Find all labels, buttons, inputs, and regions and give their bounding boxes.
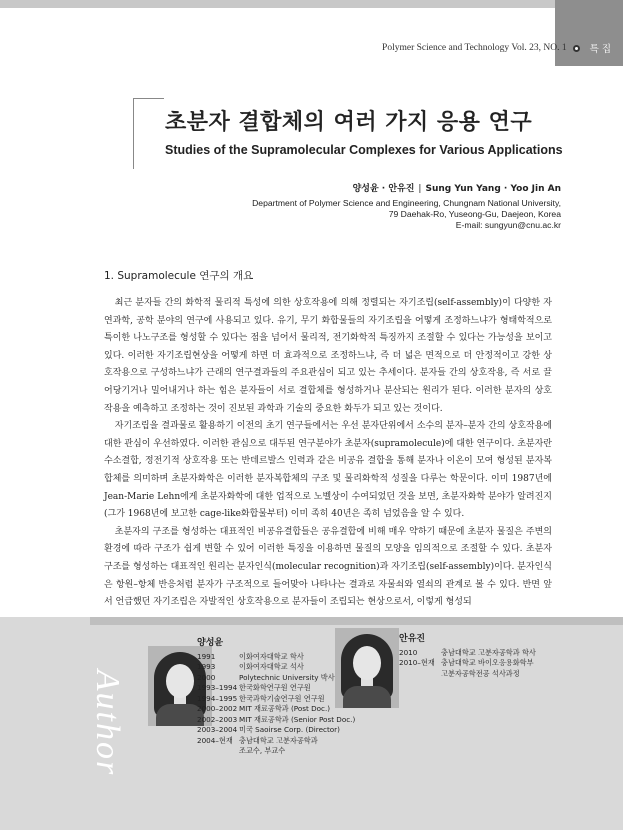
- career-text: 이화여자대학교 석사: [239, 662, 304, 671]
- body-paragraph: 자기조립을 결과물로 활용하기 이전의 초기 연구들에서는 우선 분자단위에서 소수의 분자–분자 간의 상호작용에 대한 관심이 우선하였다. 이러한 관심으로 대두된 연구분야가 초분자(supramolecule)에 대한 연구이다. 초분자란 수소결합, 정전기적 상호작용 또는 반데르발스 인력과 같은 비공유 결합을 통해 분자나 이온이 모여 형성된 분자복합체를 의미하며 초분자화학은 이러한 분자복합체의 구조 및 물리화학적 성질을 다루는 학문이다. 이미 1987년에 Jean-Marie Lehn에게 초분자화학에 대한 업적으로 노벨상이 수여되었던 것을 보면, 초분자화학 분야가 알려진지(그가 1968년에 보고한 cage-like화합물부터) 이미 족히 40년은 족히 넘었음을 알 수 있다.: [104, 421, 552, 520]
- affiliation-line: 79 Daehak-Ro, Yuseong-Gu, Daejeon, Korea: [388, 209, 561, 219]
- career-year: 1991: [197, 651, 216, 661]
- running-header: [382, 40, 615, 56]
- affiliation: [252, 198, 561, 231]
- authors-korean: 양성윤 · 안유진: [352, 184, 415, 194]
- career-row: [197, 662, 355, 673]
- career-year: 2010–현재: [399, 658, 435, 667]
- body-paragraph: 최근 분자들 간의 화학적 물리적 특성에 의한 상호작용에 의해 정렬되는 자기조립(self-assembly)이 다양한 자연과학, 공학 분야의 연구에 사용되고 있다. 유기, 무기 화합물들의 자기조립을 어떻게 조정하느냐가 형태학적으로 특이한 나노구조를 형성할 수 있다는 점을 넘어서 물리적, 전기화학적 특징까지 조절할 수 있다는 가능성을 보이고 있다. 이러한 자기조립현상을 어떻게 하면 더 효과적으로 조정하느냐, 즉 더 넓은 면적으로 더 안정적이고 강한 상호작용으로 구성하느냐가 근래의 연구결과들의 주요관심이 되고 있는 추세이다. 분자들 간의 상호작용, 즉 서로 끌어당기거나 밀어내거나 하는 힘은 분자들이 서로 결합체를 형성하거나 분산되는 원리가 된다. 이러한 분자의 상호작용을 예측하고 조정하는 것이 진보된 과학과 기술의 중요한 화두가 되고 있는 것이다.: [104, 298, 552, 414]
- career-row: [197, 652, 355, 663]
- article-title-korean: 초분자 결합체의 여러 가지 응용 연구: [165, 110, 533, 135]
- career-year: 2002–2003: [197, 714, 238, 724]
- career-row: [399, 669, 536, 680]
- career-row: [197, 694, 355, 705]
- career-text: MIT 재료공학과 (Post Doc.): [239, 704, 331, 713]
- affiliation-line: Department of Polymer Science and Engineering, Chungnam National University,: [252, 198, 561, 208]
- article-title-english: Studies of the Supramolecular Complexes for Various Applications: [165, 143, 563, 157]
- section-tag: 특 집: [586, 39, 615, 57]
- career-row: [399, 658, 536, 669]
- author-label: [72, 628, 142, 818]
- career-row: [197, 736, 355, 747]
- career-row: [197, 725, 355, 736]
- title-bracket: [133, 98, 164, 169]
- authors-english: Sung Yun Yang · Yoo Jin An: [425, 184, 561, 194]
- author-label-text: Author: [89, 669, 126, 777]
- top-gray-bar: [0, 0, 623, 8]
- career-text: 조교수, 부교수: [239, 746, 286, 755]
- journal-name: Polymer Science and Technology Vol. 23, NO. 1: [382, 43, 567, 53]
- career-year: 1994–1995: [197, 693, 238, 703]
- career-text: 충남대학교 고분자공학과 학사: [441, 647, 536, 657]
- career-text: MIT 재료공학과 (Senior Post Doc.): [239, 714, 356, 724]
- author-bio: [197, 638, 355, 757]
- author-career-table: [197, 652, 355, 757]
- section-heading: 1. Supramolecule 연구의 개요: [104, 270, 254, 282]
- career-text: 고분자공학전공 석사과정: [441, 668, 520, 678]
- career-text: 충남대학교 바이오응용화학부: [441, 658, 534, 667]
- author-panel-strip: [90, 617, 623, 625]
- career-year: 2000: [197, 672, 216, 682]
- body-paragraph: 초분자의 구조를 형성하는 대표적인 비공유결합들은 공유결합에 비해 매우 약하기 때문에 초분자 물질은 주변의 환경에 따라 구조가 쉽게 변할 수 있어 이러한 특징을 이용하면 물질의 모양을 임의적으로 조절할 수 있다. 초분자 구조를 형성하는 대표적인 원리는 분자인식(molecular recognition)과 자기조립(self-assembly)이다. 분자인식은 항원–항체 반응처럼 분자가 구조적으로 들어맞아 나타나는 결과로 자물쇠와 열쇠의 관계로 볼 수 있다. 반면 앞서 언급했던 자기조립은 자발적인 상호작용으로 분자들이 조립되는 현상으로서, 이렇게 형성되: [104, 526, 552, 608]
- career-text: 충남대학교 고분자공학과: [239, 735, 318, 745]
- career-text: 한국화학연구원 연구원: [239, 683, 311, 692]
- career-row: [197, 746, 355, 757]
- author-line: [353, 181, 561, 194]
- career-row: [197, 673, 355, 684]
- career-row: [197, 715, 355, 726]
- author-separator: |: [418, 184, 422, 194]
- article-body: [104, 295, 552, 612]
- career-year: 1993–1994: [197, 683, 238, 692]
- circle-bullet-icon: [573, 45, 580, 52]
- author-career-table: [399, 648, 536, 680]
- author-photo: [335, 628, 399, 708]
- author-name: 양성윤: [197, 638, 224, 648]
- career-row: [197, 704, 355, 715]
- affiliation-email: E-mail: sungyun@cnu.ac.kr: [455, 220, 561, 230]
- career-year: 2000–2002: [197, 704, 238, 713]
- career-year: 2003–2004: [197, 725, 238, 734]
- career-year: 2004–현재: [197, 735, 233, 745]
- career-text: 한국과학기술연구원 연구원: [239, 693, 325, 703]
- author-name: 안유진: [399, 634, 426, 644]
- author-bio: [399, 634, 536, 679]
- career-year: [399, 669, 441, 680]
- career-year: [197, 746, 239, 757]
- career-text: Polytechnic University 박사: [239, 672, 335, 682]
- career-year: 2010: [399, 647, 418, 657]
- career-row: [197, 683, 355, 694]
- career-row: [399, 648, 536, 659]
- career-year: 1993: [197, 662, 216, 671]
- career-text: 미국 Saoirse Corp. (Director): [239, 725, 340, 734]
- career-text: 이화여자대학교 학사: [239, 651, 304, 661]
